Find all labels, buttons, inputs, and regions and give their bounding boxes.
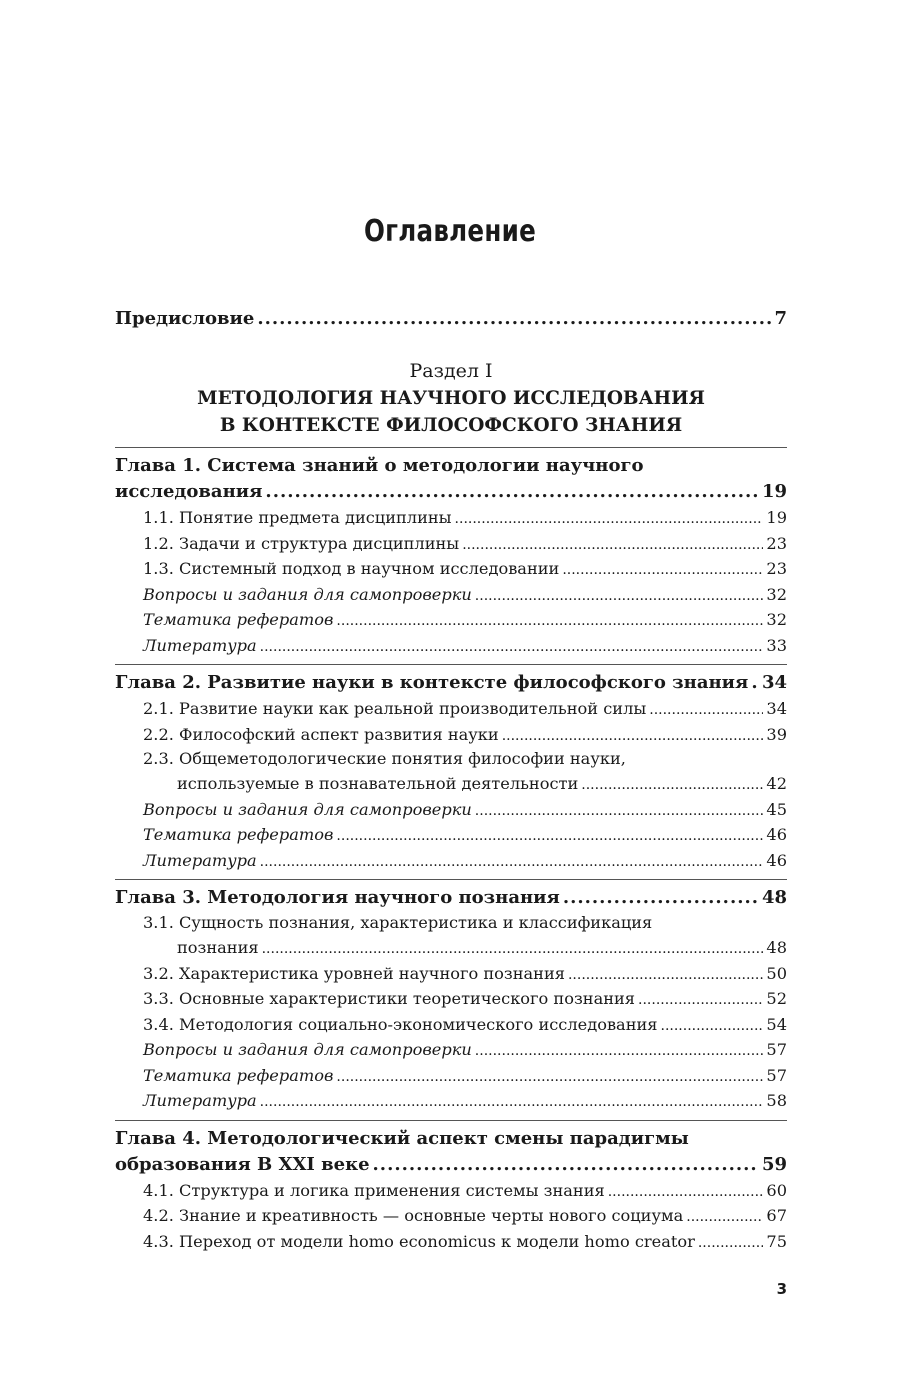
dot-leader [649, 698, 763, 724]
toc-subentry[interactable] [115, 1203, 787, 1229]
chapter-page: 19 [761, 481, 787, 502]
toc-subentry-first-line[interactable]: 3.1. Сущность познания, характеристика и классификация [143, 913, 653, 932]
toc-subentry[interactable] [115, 935, 787, 961]
toc-subentry-page: 42 [766, 774, 787, 793]
chapter-title-line: образования В XXI веке [115, 1153, 370, 1175]
toc-subentry-literature[interactable] [115, 1088, 787, 1114]
chapter-title-line: Глава 3. Методология научного познания [115, 887, 560, 908]
chapter-2 [115, 664, 787, 873]
dot-leader [698, 1231, 764, 1257]
toc-subentry-questions[interactable] [115, 582, 787, 608]
toc-subentry-page: 45 [766, 799, 787, 819]
chapter-3 [115, 879, 787, 1114]
dot-leader [638, 988, 763, 1014]
toc-subentry[interactable] [115, 1012, 787, 1038]
dot-leader [581, 773, 763, 799]
chapter-title-line: исследования [115, 481, 263, 502]
toc-subentry-page: 50 [766, 963, 787, 983]
toc-subentry-page: 32 [766, 610, 787, 629]
table-of-contents [115, 300, 787, 1254]
chapter-title-line[interactable]: Глава 1. Система знаний о методологии научного [115, 455, 644, 476]
dot-leader [751, 670, 759, 696]
chapter-title-row[interactable] [115, 885, 787, 911]
toc-subentry-label: 3.4. Методология социально-экономического исследования [143, 1014, 658, 1034]
toc-subentry-page: 23 [766, 533, 787, 553]
section-heading [115, 358, 787, 439]
toc-subentry-page: 46 [766, 850, 787, 870]
dot-leader [336, 824, 763, 850]
dot-leader [562, 558, 763, 584]
page-number: 3 [776, 1280, 787, 1298]
dot-leader [265, 479, 759, 505]
dot-leader [563, 885, 759, 911]
toc-subentry-page: 23 [766, 559, 787, 578]
toc-subentry[interactable] [115, 696, 787, 722]
toc-subentry-questions[interactable] [115, 797, 787, 823]
toc-subentry-label: Тематика рефератов [143, 825, 334, 844]
toc-entry-preface[interactable] [115, 300, 787, 338]
chapter-title-row[interactable] [115, 479, 787, 505]
toc-subentry-page: 32 [766, 584, 787, 604]
dot-leader [661, 1014, 764, 1040]
toc-subentry-page: 34 [766, 699, 787, 718]
toc-entry-page: 7 [774, 308, 787, 329]
toc-subentry[interactable] [115, 771, 787, 797]
dot-leader [502, 724, 764, 750]
dot-leader [336, 609, 763, 635]
toc-subentry[interactable] [115, 961, 787, 987]
toc-subentry-label: 3.3. Основные характеристики теоретического познания [143, 989, 636, 1008]
toc-subentry-page: 48 [766, 938, 787, 957]
toc-subentry-page: 57 [766, 1040, 787, 1059]
toc-subentry-literature[interactable] [115, 848, 787, 874]
dot-leader [455, 507, 764, 533]
toc-subentry-page: 67 [766, 1206, 787, 1225]
toc-subentry-label: Тематика рефератов [143, 610, 334, 629]
toc-subentry-label: Вопросы и задания для самопроверки [143, 1040, 472, 1059]
section-number: Раздел I [409, 360, 493, 382]
dot-leader [568, 963, 763, 989]
toc-subentry-label: 4.3. Переход от модели homo economicus к модели homo creator [143, 1231, 695, 1251]
toc-subentry-label: используемые в познавательной деятельности [177, 774, 579, 793]
toc-subentry-label: 4.1. Структура и логика применения системы знания [143, 1180, 605, 1200]
toc-subentry-label: 2.2. Философский аспект развития науки [143, 724, 499, 744]
toc-subentry-label: 1.2. Задачи и структура дисциплины [143, 533, 460, 553]
chapter-1 [115, 447, 787, 658]
toc-subentry-label: Вопросы и задания для самопроверки [143, 584, 472, 604]
dot-leader [686, 1205, 763, 1231]
toc-subentry-topics[interactable] [115, 1063, 787, 1089]
dot-leader [260, 850, 764, 876]
dot-leader [262, 937, 764, 963]
toc-subentry-label: Литература [143, 850, 257, 870]
toc-subentry[interactable] [115, 986, 787, 1012]
toc-subentry-page: 58 [766, 1091, 787, 1110]
toc-subentry-questions[interactable] [115, 1037, 787, 1063]
toc-subentry-label: 3.2. Характеристика уровней научного познания [143, 963, 565, 983]
chapter-title-line[interactable]: Глава 4. Методологический аспект смены парадигмы [115, 1127, 689, 1149]
toc-subentry-topics[interactable] [115, 822, 787, 848]
toc-subentry[interactable] [115, 1229, 787, 1255]
dot-leader [608, 1180, 764, 1206]
toc-subentry-label: Вопросы и задания для самопроверки [143, 799, 472, 819]
dot-leader [475, 1039, 764, 1065]
toc-subentry-page: 57 [766, 1065, 787, 1085]
toc-subentry-label: 4.2. Знание и креативность — основные черты нового социума [143, 1206, 684, 1225]
toc-subentry-page: 52 [766, 989, 787, 1008]
chapter-title-row[interactable] [115, 1152, 787, 1178]
dot-leader [475, 584, 764, 610]
toc-subentry-page: 54 [766, 1014, 787, 1034]
section-title-line: В КОНТЕКСТЕ ФИЛОСОФСКОГО ЗНАНИЯ [219, 415, 683, 436]
toc-subentry-page: 39 [766, 724, 787, 744]
toc-entry-label: Предисловие [115, 308, 255, 329]
toc-subentry-page: 33 [766, 635, 787, 655]
dot-leader [475, 799, 764, 825]
chapter-page: 59 [761, 1153, 787, 1175]
dot-leader [257, 300, 771, 338]
toc-subentry-page: 46 [766, 825, 787, 844]
toc-subentry-label: 2.1. Развитие науки как реальной производительной силы [143, 699, 647, 718]
toc-subentry-page: 60 [766, 1180, 787, 1200]
chapter-page: 48 [761, 887, 787, 908]
toc-subentry-label: Литература [143, 1091, 257, 1110]
toc-subentry-label: Тематика рефератов [143, 1065, 334, 1085]
chapter-page: 34 [761, 672, 787, 693]
chapter-title-line: Глава 2. Развитие науки в контексте философского знания [115, 672, 749, 693]
toc-subentry-label: 1.1. Понятие предмета дисциплины [143, 508, 452, 527]
toc-subentry-topics[interactable] [115, 607, 787, 633]
toc-subentry-literature[interactable] [115, 633, 787, 659]
dot-leader [260, 1090, 764, 1116]
toc-subentry-label: 1.3. Системный подход в научном исследовании [143, 559, 560, 578]
toc-subentry[interactable] [115, 1178, 787, 1204]
section-title-line: МЕТОДОЛОГИЯ НАУЧНОГО ИССЛЕДОВАНИЯ [197, 388, 705, 409]
chapter-title-row[interactable] [115, 670, 787, 696]
toc-subentry[interactable] [115, 722, 787, 748]
dot-leader [260, 635, 764, 661]
dot-leader [336, 1065, 763, 1091]
toc-subentry[interactable] [115, 556, 787, 582]
dot-leader [462, 533, 763, 559]
toc-subentry-label: Литература [143, 635, 257, 655]
toc-subentry-first-line[interactable]: 2.3. Общеметодологические понятия философии науки, [143, 749, 626, 768]
toc-subentry-label: познания [177, 938, 259, 957]
toc-subentry[interactable] [115, 531, 787, 557]
toc-subentry-page: 19 [766, 508, 787, 527]
dot-leader [373, 1152, 759, 1178]
chapter-4 [115, 1120, 787, 1255]
page-title: Оглавление [363, 214, 537, 249]
toc-subentry-page: 75 [766, 1231, 787, 1251]
toc-subentry[interactable] [115, 505, 787, 531]
